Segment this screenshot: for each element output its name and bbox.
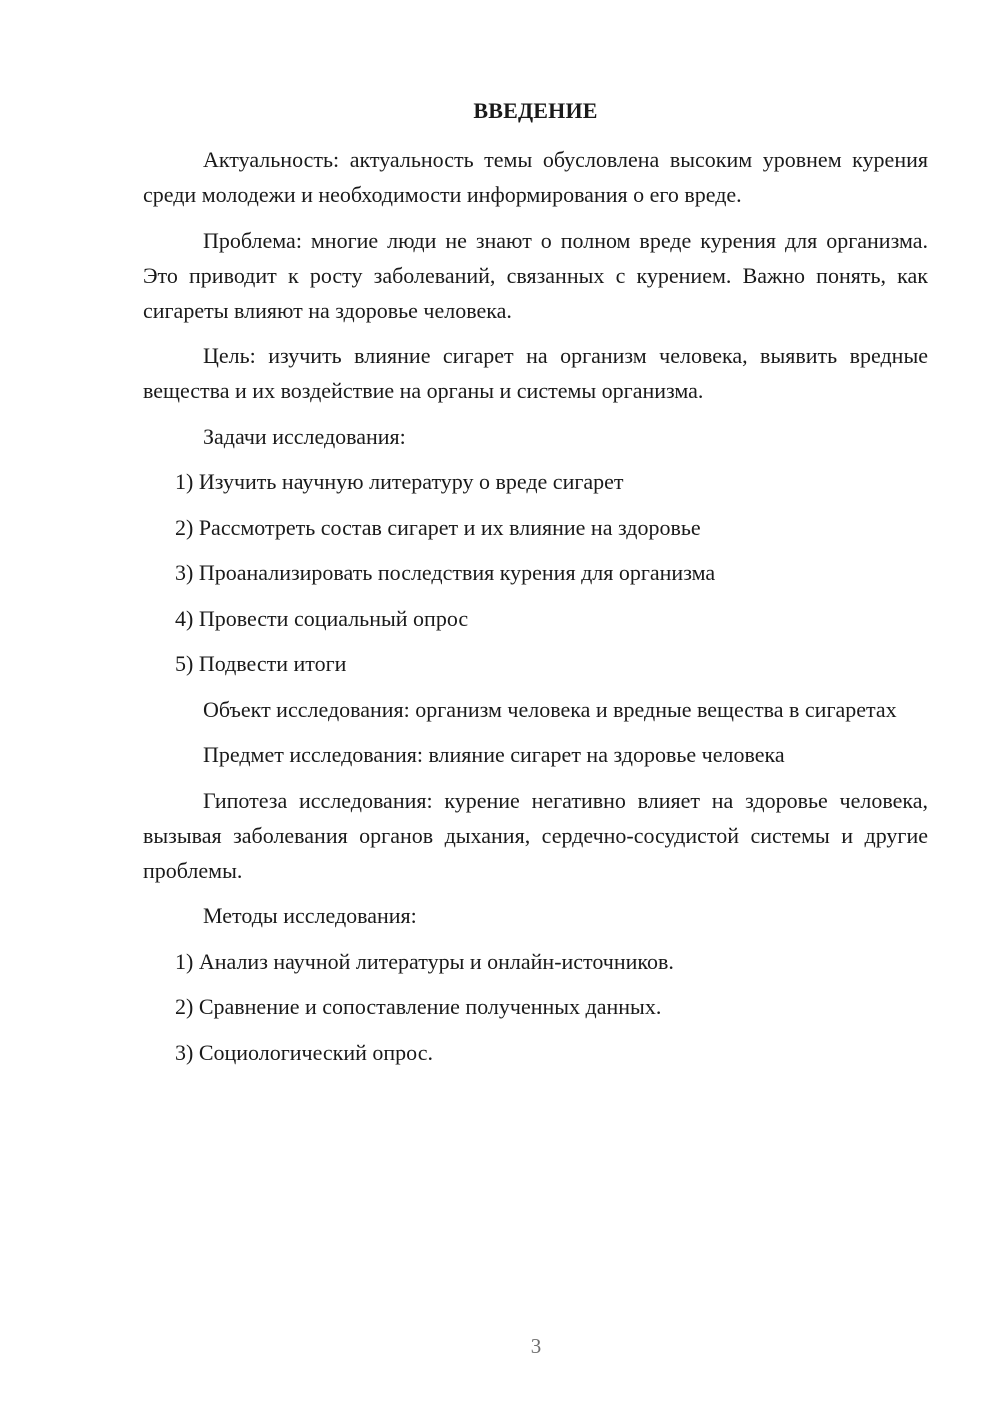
task-item: 1) Изучить научную литературу о вреде сигарет — [175, 469, 624, 494]
method-item: 1) Анализ научной литературы и онлайн-источников. — [175, 948, 674, 974]
document-body — [143, 142, 928, 1080]
relevance-paragraph: Актуальность: актуальность темы обусловлена высоким уровнем курения среди молодежи и необходимости информирования о его вреде. — [143, 147, 928, 207]
methods-heading: Методы исследования: — [203, 903, 417, 928]
problem-paragraph: Проблема: многие люди не знают о полном вреде курения для организма. Это приводит к росту заболеваний, связанных с курением. Важно понять, как сигареты влияют на здоровье человека. — [143, 227, 928, 323]
page-number: 3 — [530, 1334, 542, 1358]
hypothesis-paragraph: Гипотеза исследования: курение негативно влияет на здоровье человека, вызывая заболевания органов дыхания, сердечно-сосудистой системы и другие проблемы. — [143, 787, 928, 883]
tasks-heading: Задачи исследования: — [203, 423, 406, 449]
task-item: 2) Рассмотреть состав сигарет и их влияние на здоровье — [175, 514, 701, 540]
page-title: ВВЕДЕНИЕ — [473, 98, 598, 123]
object-paragraph: Объект исследования: организм человека и вредные вещества в сигаретах — [203, 696, 897, 722]
method-item: 2) Сравнение и сопоставление полученных данных. — [175, 994, 662, 1019]
task-item: 5) Подвести итоги — [175, 651, 347, 676]
goal-paragraph: Цель: изучить влияние сигарет на организм человека, выявить вредные вещества и их воздействие на органы и системы организма. — [143, 343, 928, 403]
task-item: 3) Проанализировать последствия курения для организма — [175, 560, 716, 585]
subject-paragraph: Предмет исследования: влияние сигарет на здоровье человека — [203, 742, 785, 767]
task-item: 4) Провести социальный опрос — [175, 605, 469, 631]
method-item: 3) Социологический опрос. — [175, 1039, 433, 1065]
